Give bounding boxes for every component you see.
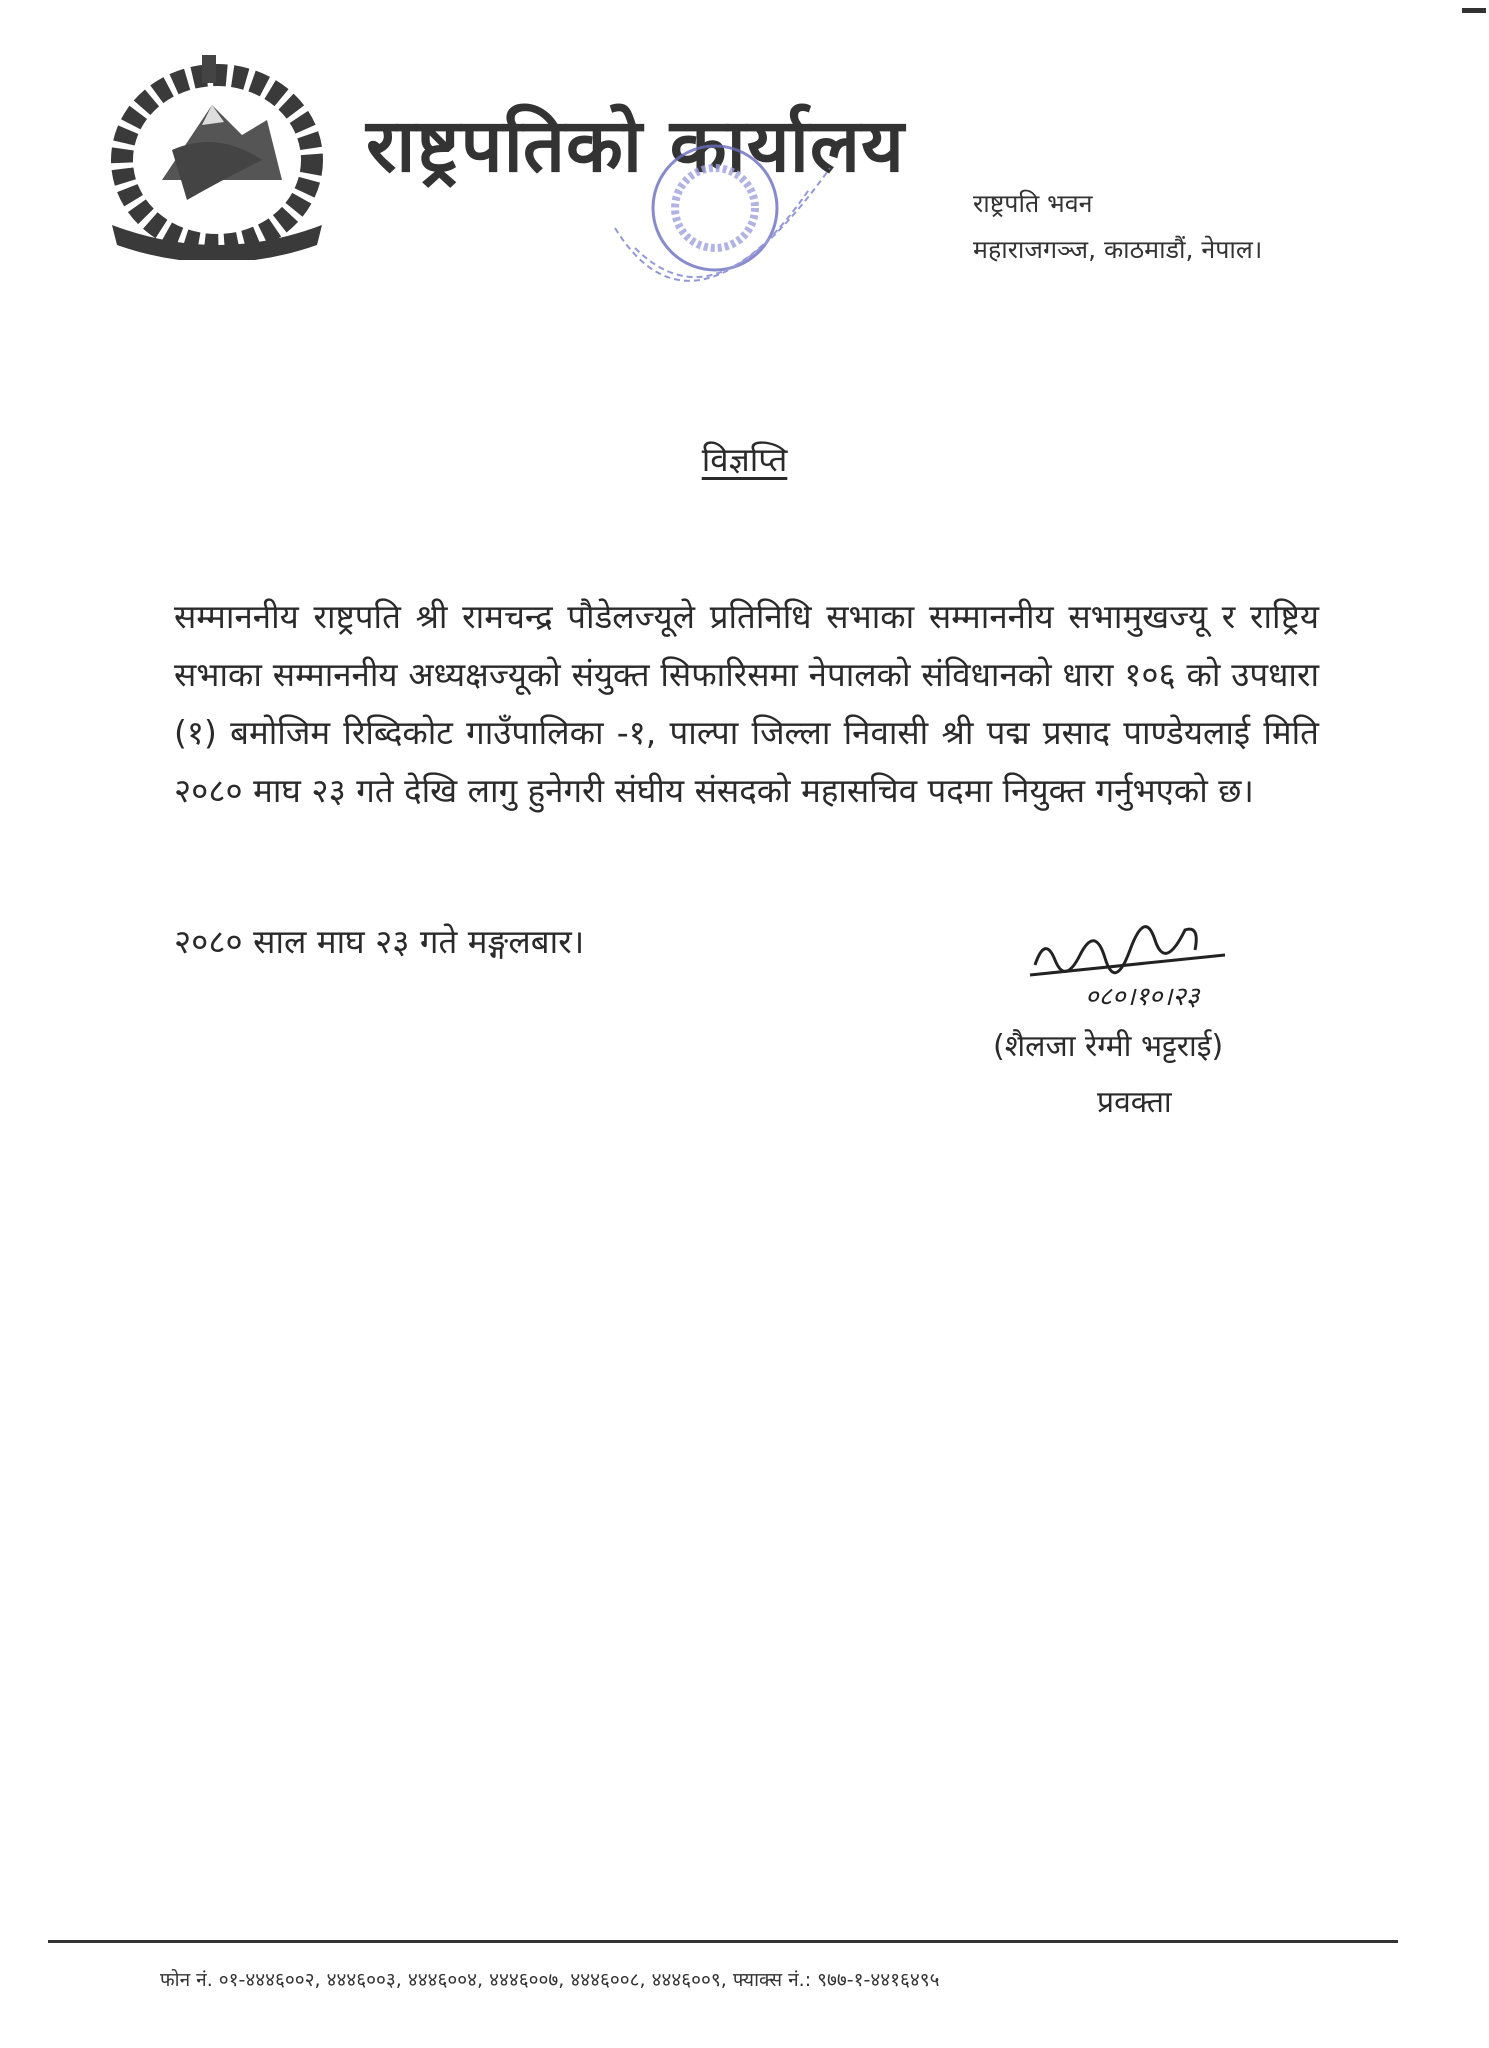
address-line-2: महाराजगञ्ज, काठमाडौं, नेपाल।	[973, 235, 1263, 264]
signature-date: ०८०।१०।२३	[1085, 982, 1200, 1012]
footer-contact: फोन नं. ०१-४४४६००२, ४४४६००३, ४४४६००४, ४४४६००७, ४४४६००८, ४४४६००९, फ्याक्स नं.: ९७७-१-४४१६४९५	[160, 1969, 940, 1991]
address-line-1: राष्ट्रपति भवन	[973, 189, 1093, 218]
office-title: राष्ट्रपतिको कार्यालय	[366, 103, 905, 189]
scan-mark	[1462, 8, 1486, 13]
office-stamp	[605, 128, 840, 328]
notice-heading-text: विज्ञप्ति	[701, 440, 788, 479]
footer-divider	[48, 1940, 1398, 1943]
nepal-emblem-logo	[92, 50, 342, 260]
signatory-designation: प्रवक्ता	[1097, 1085, 1172, 1120]
signatory-name: (शैलजा रेग्मी भट्टराई)	[993, 1029, 1224, 1064]
notice-heading	[0, 436, 1489, 481]
notice-date: २०८० साल माघ २३ गते मङ्गलबार।	[174, 922, 585, 961]
handwritten-signature	[1025, 920, 1265, 1020]
notice-body: सम्माननीय राष्ट्रपति श्री रामचन्द्र पौडेलज्यूले प्रतिनिधि सभाका सम्माननीय सभामुखज्यू र राष्ट्रिय सभाका सम्माननीय अध्यक्षज्यूको संयुक्त सिफारिसमा नेपालको संविधानको धारा १०६ को उपधारा (१) बमोजिम रिब्दिकोट गाउँपालिका -१, पाल्पा जिल्ला निवासी श्री पद्म प्रसाद पाण्डेयलाई मिति २०८० माघ २३ गते देखि लागु हुनेगरी संघीय संसदको महासचिव पदमा नियुक्त गर्नुभएको छ।	[174, 597, 1319, 810]
